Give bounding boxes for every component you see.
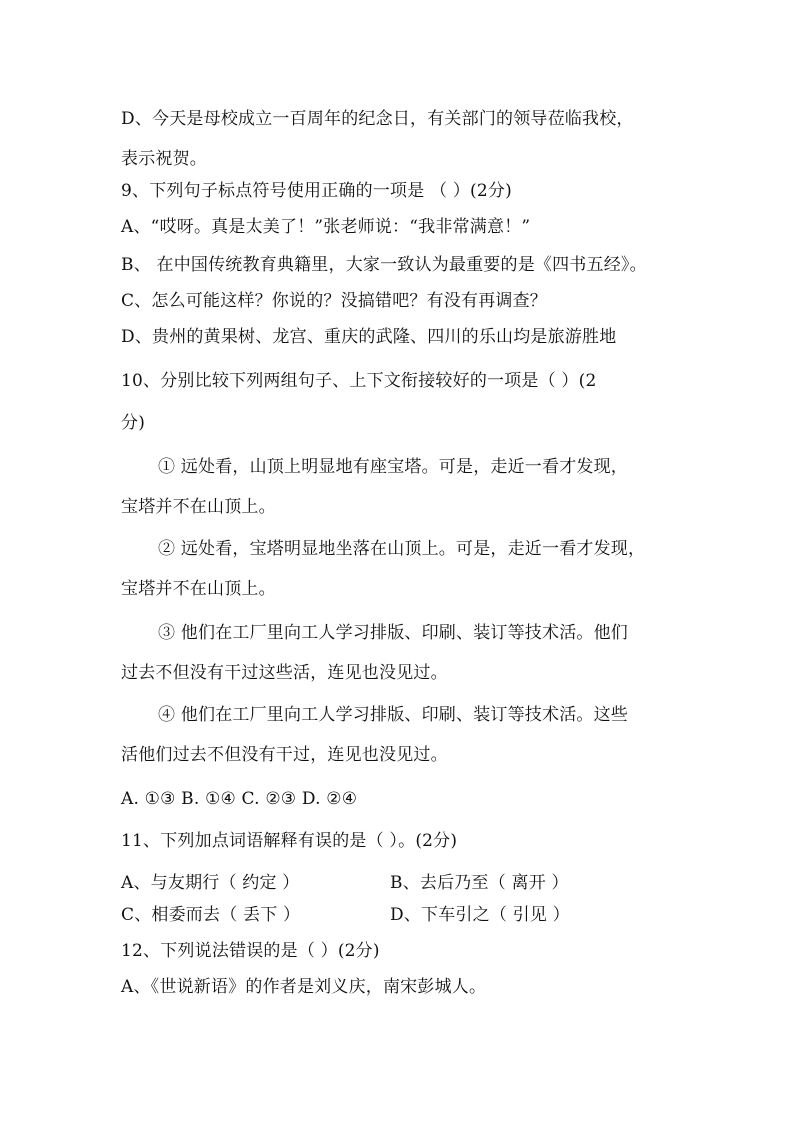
q9-option-c: C、怎么可能这样？你说的？没搞错吧？有没有再调查？ xyxy=(121,291,548,311)
sentence-1-line2: 宝塔并不在山顶上。 xyxy=(121,497,276,517)
q8-option-d-line2: 表示祝贺。 xyxy=(121,149,207,169)
q11-row1 xyxy=(121,872,754,894)
q9-option-d: D、贵州的黄果树、龙宫、重庆的武隆、四川的乐山均是旅游胜地 xyxy=(121,327,617,347)
q11-option-b: B、去后乃至（ 离开 ） xyxy=(390,873,569,893)
question-12: 12、下列说法错误的是（ ）(2分) xyxy=(121,941,380,961)
question-10-line2: 分) xyxy=(121,413,146,433)
q10-options: A. ①③ B. ①④ C. ②③ D. ②④ xyxy=(121,789,358,809)
q11-option-a: A、与友期行（ 约定 ） xyxy=(121,873,300,893)
q9-option-a: A、“哎呀。真是太美了！”张老师说：“我非常满意！” xyxy=(121,217,531,237)
question-11: 11、下列加点词语解释有误的是（ ）。(2分) xyxy=(121,831,458,851)
q11-option-d: D、下车引之（ 引见 ） xyxy=(390,905,570,925)
q11-row2 xyxy=(121,904,754,926)
q12-option-a: A、《世说新语》的作者是刘义庆，南宋彭城人。 xyxy=(121,977,487,997)
question-10-line1: 10、分别比较下列两组句子、上下文衔接较好的一项是（ ）(2 xyxy=(121,371,597,391)
sentence-2-line2: 宝塔并不在山顶上。 xyxy=(121,579,276,599)
q11-option-c: C、相委而去（ 丢下 ） xyxy=(121,905,301,925)
sentence-1-line1: ① 远处看，山顶上明显地有座宝塔。可是，走近一看才发现， xyxy=(158,457,629,477)
sentence-4-line2: 活他们过去不但没有干过，连见也没见过。 xyxy=(121,745,448,765)
q9-option-b: B、 在中国传统教育典籍里，大家一致认为最重要的是《四书五经》。 xyxy=(121,255,647,275)
question-9: 9、下列句子标点符号使用正确的一项是 （ ）(2分) xyxy=(121,181,512,201)
sentence-3-line1: ③ 他们在工厂里向工人学习排版、印刷、装订等技术活。他们 xyxy=(158,623,629,643)
q8-option-d-line1: D、今天是母校成立一百周年的纪念日，有关部门的领导莅临我校， xyxy=(121,109,634,129)
sentence-2-line1: ② 远处看，宝塔明显地坐落在山顶上。可是，走近一看才发现， xyxy=(158,539,646,559)
sentence-3-line2: 过去不但没有干过这些活，连见也没见过。 xyxy=(121,663,448,683)
sentence-4-line1: ④ 他们在工厂里向工人学习排版、印刷、装订等技术活。这些 xyxy=(158,705,629,725)
